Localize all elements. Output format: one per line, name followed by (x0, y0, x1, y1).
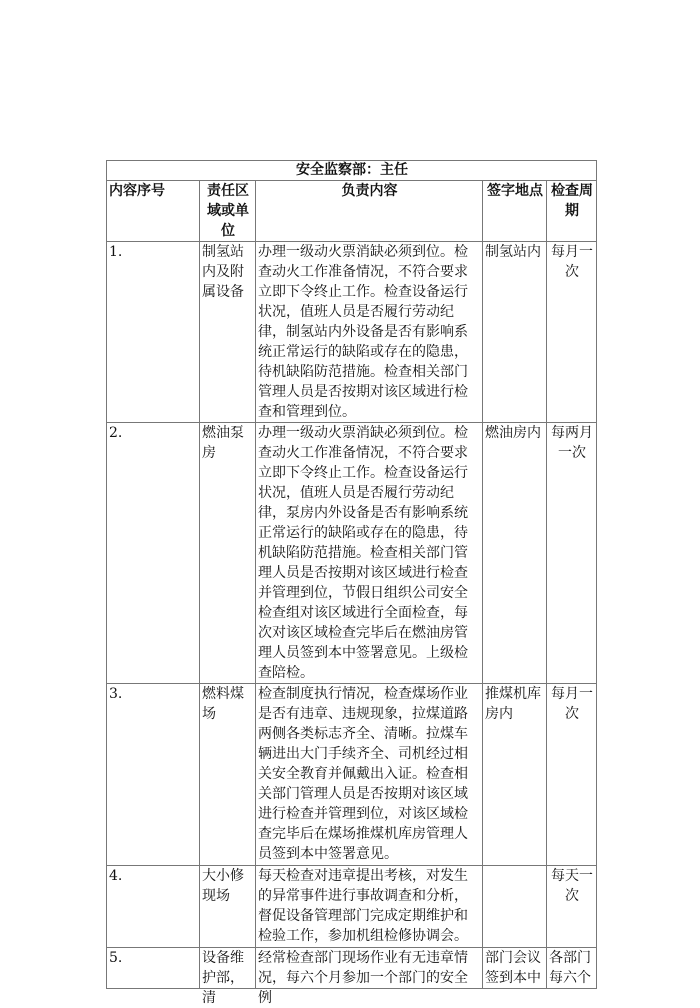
row-area: 大小修现场 (200, 866, 256, 948)
table-title: 安全监察部：主任 (107, 161, 597, 181)
row-content: 办理一级动火票消缺必须到位。检查动火工作准备情况，不符合要求立即下令终止工作。检查设备运行状况，值班人员是否履行劳动纪律，制氢站内外设备是否有影响系统正常运行的缺陷或存在的隐患，待机缺陷防范措施。检查相关部门管理人员是否按期对该区域进行检查和管理到位。 (256, 242, 483, 423)
responsibility-table (106, 160, 597, 1006)
header-row (107, 181, 597, 242)
row-seq (107, 948, 200, 989)
row-sign-place (483, 866, 547, 948)
row-sign-place: 燃油房内 (483, 423, 547, 684)
row-area (200, 948, 256, 1006)
table-title-row (107, 161, 597, 181)
row-period: 每两月一次 (547, 423, 597, 684)
table-row (107, 242, 597, 423)
header-content: 负责内容 (256, 181, 483, 242)
row-period-text: 各部门每六个 (549, 950, 591, 986)
row-content (256, 948, 483, 1006)
row-seq: 1. (107, 242, 200, 423)
row-area-text: 设备维护部，清 (202, 950, 244, 1006)
row-period: 每月一次 (547, 242, 597, 423)
row-period: 每月一次 (547, 684, 597, 866)
row-seq: 4. (107, 866, 200, 948)
header-sign-place: 签字地点 (483, 181, 547, 242)
row-sign-place: 推煤机库房内 (483, 684, 547, 866)
row-sign-place: 制氢站内 (483, 242, 547, 423)
row-area: 燃料煤场 (200, 684, 256, 866)
table-row (107, 948, 597, 989)
row-sign-place-text: 部门会议签到本中 (485, 950, 541, 986)
row-sign-place (483, 948, 547, 989)
row-seq: 2. (107, 423, 200, 684)
row-period (547, 948, 597, 989)
row-content-text: 经常检查部门现场作业有无违章情况，每六个月参加一个部门的安全例 (258, 950, 468, 1006)
row-seq: 3. (107, 684, 200, 866)
row-area: 制氢站内及附属设备 (200, 242, 256, 423)
header-seq: 内容序号 (107, 181, 200, 242)
table-row (107, 684, 597, 866)
header-area: 责任区域或单位 (200, 181, 256, 242)
row-area: 燃油泵房 (200, 423, 256, 684)
row-content: 办理一级动火票消缺必须到位。检查动火工作准备情况，不符合要求立即下令终止工作。检查设备运行状况，值班人员是否履行劳动纪律，泵房内外设备是否有影响系统正常运行的缺陷或存在的隐患，待机缺陷防范措施。检查相关部门管理人员是否按期对该区域进行检查并管理到位，节假日组织公司安全检查组对该区域进行全面检查，每次对该区域检查完毕后在燃油房管理人员签到本中签署意见。上级检查陪检。 (256, 423, 483, 684)
table-row (107, 423, 597, 684)
row-seq-text: 5. (109, 950, 123, 966)
header-period: 检查周期 (547, 181, 597, 242)
row-period: 每天一次 (547, 866, 597, 948)
table-row (107, 866, 597, 948)
row-content: 每天检查对违章提出考核，对发生的异常事件进行事故调查和分析，督促设备管理部门完成定期维护和检验工作，参加机组检修协调会。 (256, 866, 483, 948)
row-content: 检查制度执行情况，检查煤场作业是否有违章、违规现象，拉煤道路两侧各类标志齐全、清晰。拉煤车辆进出大门手续齐全、司机经过相关安全教育并佩戴出入证。检查相关部门管理人员是否按期对该区域进行检查并管理到位，对该区域检查完毕后在煤场推煤机库房管理人员签到本中签署意见。 (256, 684, 483, 866)
